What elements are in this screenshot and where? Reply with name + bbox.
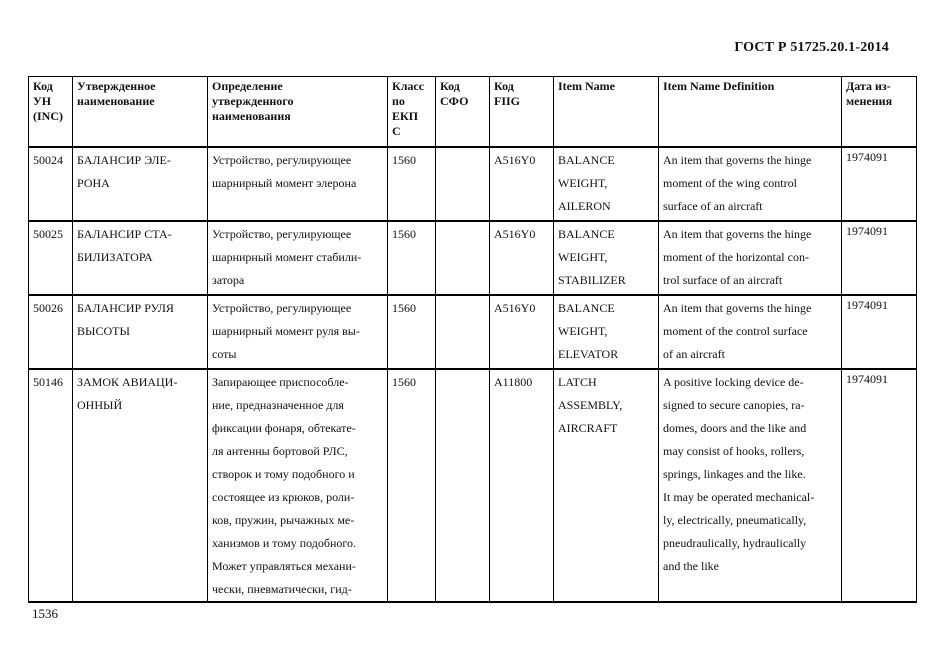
cell-definition: Устройство, регулирующее шарнирный момент руля вы- соты <box>208 295 388 369</box>
page-number: 1536 <box>32 606 58 621</box>
cell-date: 1974091 <box>842 221 917 295</box>
cell-definition: Устройство, регулирующее шарнирный момент стабили- затора <box>208 221 388 295</box>
specification-table <box>28 76 917 603</box>
table-row <box>29 221 917 295</box>
cell-item-definition: An item that governs the hinge moment of the control surface of an aircraft <box>659 295 842 369</box>
cell-code: 50146 <box>29 369 73 602</box>
cell-code: 50025 <box>29 221 73 295</box>
cell-fiig: A516Y0 <box>490 221 554 295</box>
cell-sfo <box>436 295 490 369</box>
cell-name: БАЛАНСИР СТА- БИЛИЗАТОРА <box>73 221 208 295</box>
cell-item-name: LATCH ASSEMBLY, AIRCRAFT <box>554 369 659 602</box>
cell-class: 1560 <box>388 295 436 369</box>
cell-item-definition: A positive locking device de- signed to secure canopies, ra- domes, doors and the like and may consist of hooks, rollers, springs, linkages and the like. It may be operated mechanical- ly, electrically, pneumatically, pneudraulically, hydraulically and the like <box>659 369 842 602</box>
cell-item-name: BALANCE WEIGHT, AILERON <box>554 147 659 221</box>
cell-date: 1974091 <box>842 369 917 602</box>
cell-date: 1974091 <box>842 295 917 369</box>
header-class-ekps: Класс по ЕКП С <box>388 77 436 148</box>
cell-item-definition: An item that governs the hinge moment of the horizontal con- trol surface of an aircraft <box>659 221 842 295</box>
cell-item-name: BALANCE WEIGHT, STABILIZER <box>554 221 659 295</box>
cell-definition: Запирающее приспособле- ние, предназначенное для фиксации фонаря, обтекате- ля антенны бортовой РЛС, створок и тому подобного и состоящее из крюков, роли- ков, пружин, рычажных ме- ханизмов и тому подобного. Может управляться механи- чески, пневматически, гид- <box>208 369 388 602</box>
table-row <box>29 295 917 369</box>
document-header: ГОСТ Р 51725.20.1-2014 <box>734 40 889 55</box>
header-change-date: Дата из- менения <box>842 77 917 148</box>
table-header-row <box>29 77 917 148</box>
cell-name: БАЛАНСИР РУЛЯ ВЫСОТЫ <box>73 295 208 369</box>
cell-code: 50026 <box>29 295 73 369</box>
table-row <box>29 147 917 221</box>
header-code-sfo: Код СФО <box>436 77 490 148</box>
cell-class: 1560 <box>388 369 436 602</box>
cell-code: 50024 <box>29 147 73 221</box>
cell-name: ЗАМОК АВИАЦИ- ОННЫЙ <box>73 369 208 602</box>
cell-definition: Устройство, регулирующее шарнирный момент элерона <box>208 147 388 221</box>
table-row <box>29 369 917 602</box>
header-code-inc: Код УН (INC) <box>29 77 73 148</box>
cell-date: 1974091 <box>842 147 917 221</box>
cell-item-definition: An item that governs the hinge moment of the wing control surface of an aircraft <box>659 147 842 221</box>
header-approved-name: Утвержденное наименование <box>73 77 208 148</box>
cell-name: БАЛАНСИР ЭЛЕ- РОНА <box>73 147 208 221</box>
header-name-definition: Определение утвержденного наименования <box>208 77 388 148</box>
cell-fiig: A516Y0 <box>490 147 554 221</box>
header-item-name: Item Name <box>554 77 659 148</box>
cell-sfo <box>436 147 490 221</box>
cell-sfo <box>436 369 490 602</box>
cell-sfo <box>436 221 490 295</box>
cell-class: 1560 <box>388 147 436 221</box>
cell-class: 1560 <box>388 221 436 295</box>
cell-fiig: A516Y0 <box>490 295 554 369</box>
cell-item-name: BALANCE WEIGHT, ELEVATOR <box>554 295 659 369</box>
header-item-name-definition: Item Name Definition <box>659 77 842 148</box>
cell-fiig: A11800 <box>490 369 554 602</box>
header-code-fiig: Код FIIG <box>490 77 554 148</box>
